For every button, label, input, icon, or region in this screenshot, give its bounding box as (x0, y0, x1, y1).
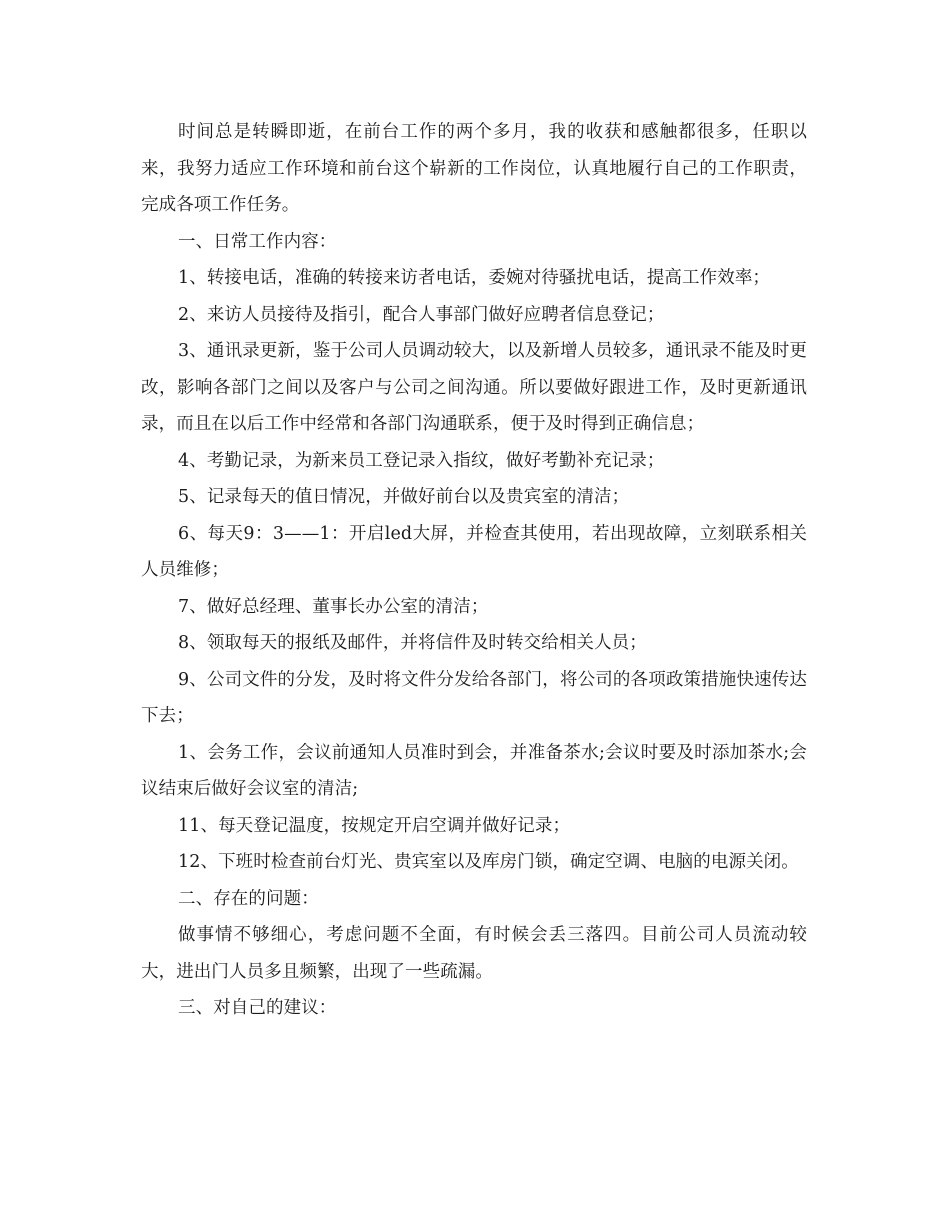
problems-paragraph: 做事情不够细心，考虑问题不全面，有时候会丢三落四。目前公司人员流动较大，进出门人员多且频繁，出现了一些疏漏。 (141, 925, 807, 982)
document-body (141, 114, 807, 1027)
section-heading-suggestions: 三、对自己的建议： (178, 998, 337, 1018)
list-item: 1、会务工作，会议前通知人员准时到会，并准备茶水;会议时要及时添加茶水;会议结束后做好会议室的清洁; (141, 742, 807, 799)
list-item: 9、公司文件的分发，及时将文件分发给各部门，将公司的各项政策措施快速传达下去； (141, 669, 807, 726)
list-item: 5、记录每天的值日情况，并做好前台以及贵宾室的清洁； (178, 487, 630, 507)
list-item: 1、转接电话，准确的转接来访者电话，委婉对待骚扰电话，提高工作效率； (178, 268, 771, 288)
list-item: 7、做好总经理、董事长办公室的清洁； (178, 596, 489, 617)
list-item: 4、考勤记录，为新来员工登记录入指纹，做好考勤补充记录； (178, 450, 665, 471)
section-heading-problems: 二、存在的问题： (178, 888, 319, 909)
list-item: 8、领取每天的报纸及邮件，并将信件及时转交给相关人员； (178, 633, 647, 653)
list-item: 12、下班时检查前台灯光、贵宾室以及库房门锁，确定空调、电脑的电源关闭。 (178, 852, 799, 872)
list-item: 6、每天9：3——1：开启led大屏，并检查其使用，若出现故障，立刻联系相关人员维修； (141, 523, 807, 580)
section-heading-daily-work: 一、日常工作内容： (178, 231, 337, 252)
intro-paragraph: 时间总是转瞬即逝，在前台工作的两个多月，我的收获和感触都很多，任职以来，我努力适应工作环境和前台这个崭新的工作岗位，认真地履行自己的工作职责，完成各项工作任务。 (141, 122, 807, 215)
list-item: 11、每天登记温度，按规定开启空调并做好记录； (178, 815, 571, 836)
list-item: 2、来访人员接待及指引，配合人事部门做好应聘者信息登记； (178, 304, 665, 325)
list-item: 3、通讯录更新，鉴于公司人员调动较大，以及新增人员较多，通讯录不能及时更改，影响各部门之间以及客户与公司之间沟通。所以要做好跟进工作，及时更新通讯录，而且在以后工作中经常和各部门沟通联系，便于及时得到正确信息； (141, 341, 807, 434)
